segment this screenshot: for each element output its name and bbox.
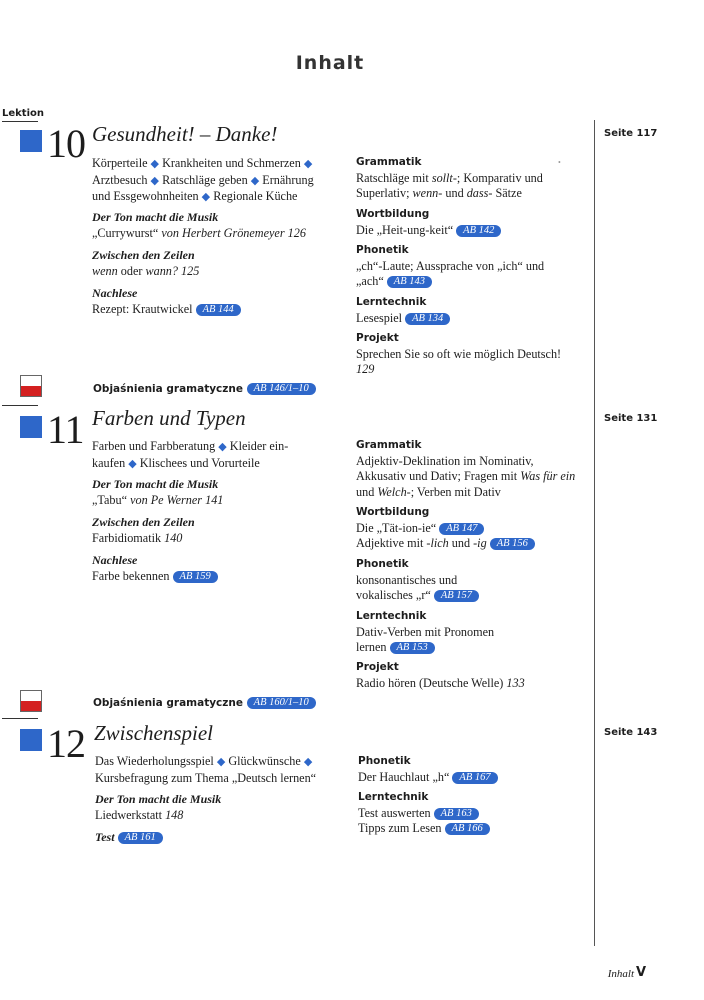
topic: Kursbefragung zum Thema „Deutsch lernen“ xyxy=(95,770,317,785)
wortbildung-section xyxy=(356,207,501,238)
topic: Farben und Farbberatung xyxy=(92,439,216,453)
ton-section xyxy=(92,477,223,508)
text: Test auswerten xyxy=(358,805,431,820)
text: ; Komparativ und xyxy=(456,170,543,185)
topics xyxy=(95,754,345,786)
section-label: Phonetik xyxy=(358,755,411,767)
text: -lich xyxy=(426,536,449,550)
wortbildung-section xyxy=(356,505,535,552)
topics: Körperteile ◆ Krankheiten und Schmerzen ◆ Arztbesuch ◆ Ratschläge geben ◆ Ernährung und Essgewohnheiten ◆ Regionale Küche xyxy=(92,156,314,203)
workbook-badge: AB 144 xyxy=(196,304,241,316)
text: Liedwerkstatt xyxy=(95,807,163,822)
text: Dativ-Verben mit Pronomen xyxy=(356,624,495,639)
text: Tipps zum Lesen xyxy=(358,821,442,835)
section-label: Der Ton macht die Musik xyxy=(92,477,219,491)
column-divider xyxy=(594,120,595,946)
nachlese-section xyxy=(92,286,241,317)
unit-title: Farben und Typen xyxy=(92,406,246,430)
topic: Ratschläge geben xyxy=(162,172,248,187)
page-number: 126 xyxy=(287,225,306,240)
workbook-badge: AB 143 xyxy=(387,276,432,288)
text: sollt- xyxy=(431,170,457,185)
unit-number: 10 xyxy=(47,121,85,166)
text: wenn- xyxy=(412,186,443,200)
zeilen-section xyxy=(92,515,195,546)
text: vokalisches „r“ xyxy=(356,588,431,602)
topic: Glückwünsche xyxy=(228,754,301,768)
footer-page-number: V xyxy=(636,965,647,980)
workbook-badge: AB 153 xyxy=(390,642,435,654)
section-label: Wortbildung xyxy=(356,506,430,518)
topic: kaufen xyxy=(92,455,126,470)
stray-mark: • xyxy=(558,158,561,167)
grammar-notes xyxy=(93,383,316,395)
text: Die „Heit-ung-keit“ xyxy=(356,222,454,237)
text: Superlativ; xyxy=(356,186,413,200)
page-number: 148 xyxy=(165,807,184,822)
text: Ratschläge mit xyxy=(356,170,432,185)
zeilen-text: oder xyxy=(120,263,143,278)
polish-flag-icon xyxy=(20,375,42,397)
diamond-bullet-icon: ◆ xyxy=(201,191,211,203)
grammar-notes-label: Objaśnienia gramatyczne xyxy=(93,383,243,395)
topic: Klischees und Vorurteile xyxy=(139,455,260,470)
text: Welch- xyxy=(377,484,411,499)
section-label: Lerntechnik xyxy=(356,296,427,308)
phonetik-section xyxy=(356,557,479,604)
diamond-bullet-icon: ◆ xyxy=(218,441,227,453)
unit-number: 12 xyxy=(47,721,85,766)
text: „ach“ xyxy=(356,274,384,288)
unit-title: Gesundheit! – Danke! xyxy=(92,122,278,146)
text: Sprechen Sie so oft wie möglich Deutsch! xyxy=(356,346,562,361)
diamond-bullet-icon: ◆ xyxy=(250,174,260,187)
text: Adjektiv-Deklination im Nominativ, xyxy=(356,453,534,468)
page-reference: Seite 131 xyxy=(604,413,658,424)
workbook-badge: AB 134 xyxy=(405,313,450,325)
text: Adjektive mit xyxy=(356,536,427,550)
nachlese-text: Rezept: Krautwickel xyxy=(92,301,193,316)
text: -ig xyxy=(473,536,487,550)
topic: Arztbesuch xyxy=(92,172,148,187)
page-number: 125 xyxy=(181,263,200,278)
page-reference: Seite 117 xyxy=(604,128,658,139)
section-label: Zwischen den Zeilen xyxy=(92,248,195,262)
text: und xyxy=(442,186,467,200)
text: dass- xyxy=(466,186,493,200)
lerntechnik-section xyxy=(358,790,490,837)
song-author: von Herbert Grönemeyer xyxy=(161,225,285,240)
topic: Kleider ein- xyxy=(229,439,289,453)
ton-section xyxy=(95,792,221,823)
workbook-badge: AB 160/1–10 xyxy=(247,697,316,709)
footer-section: Inhalt xyxy=(607,968,634,980)
diamond-bullet-icon: ◆ xyxy=(303,756,313,768)
text: Radio hören (Deutsche Welle) xyxy=(356,675,504,690)
page-number: 141 xyxy=(205,492,224,507)
section-label: Nachlese xyxy=(92,553,138,567)
lerntechnik-section xyxy=(356,295,450,326)
topic: Regionale Küche xyxy=(213,189,298,203)
workbook-badge: AB 146/1–10 xyxy=(247,383,316,395)
blue-square-icon xyxy=(20,130,42,152)
diamond-bullet-icon: ◆ xyxy=(128,457,137,470)
section-label: Lerntechnik xyxy=(356,610,427,622)
grammatik-section xyxy=(356,155,592,202)
blue-square-icon xyxy=(20,416,42,438)
text: Die „Tät-ion-ie“ xyxy=(356,520,437,535)
workbook-badge: AB 167 xyxy=(452,772,497,784)
song-author: von Pe Werner xyxy=(130,492,203,507)
diamond-bullet-icon: ◆ xyxy=(150,158,160,170)
section-label: Grammatik xyxy=(356,439,422,451)
phonetik-section xyxy=(358,754,498,785)
workbook-badge: AB 159 xyxy=(173,571,218,583)
zeilen-text: wenn xyxy=(92,263,118,278)
blue-square-icon xyxy=(20,729,42,751)
phonetik-section xyxy=(356,243,544,290)
workbook-badge: AB 163 xyxy=(434,808,479,820)
text: konsonantisches und xyxy=(356,572,458,587)
lektion-label: Lektion xyxy=(2,108,45,119)
section-label: Grammatik xyxy=(356,156,422,168)
grammar-notes-label: Objaśnienia gramatyczne xyxy=(93,697,243,709)
topics xyxy=(92,439,342,472)
section-label: Phonetik xyxy=(356,244,409,256)
section-label: Test xyxy=(95,830,115,844)
topic: Krankheiten und Schmerzen xyxy=(162,156,301,170)
projekt-section xyxy=(356,660,525,691)
diamond-bullet-icon: ◆ xyxy=(303,158,313,170)
section-label: Phonetik xyxy=(356,558,409,570)
unit-number: 11 xyxy=(47,407,84,452)
grammar-notes xyxy=(93,697,316,709)
section-label: Wortbildung xyxy=(356,208,430,220)
page-number: 133 xyxy=(506,675,525,690)
ton-section xyxy=(92,210,306,241)
section-label: Lerntechnik xyxy=(358,791,429,803)
text: und xyxy=(448,536,474,550)
workbook-badge: AB 157 xyxy=(434,590,479,602)
text: Was für ein xyxy=(520,469,576,483)
diamond-bullet-icon: ◆ xyxy=(216,756,226,768)
text: und xyxy=(356,484,378,499)
text: Akkusativ und Dativ; Fragen mit xyxy=(356,469,521,483)
topic: Das Wiederholungsspiel xyxy=(95,754,214,768)
text: lernen xyxy=(356,640,387,654)
zeilen-text: wann? xyxy=(145,263,178,278)
lerntechnik-section xyxy=(356,609,494,656)
page-number: 140 xyxy=(164,530,183,545)
page-title: Inhalt xyxy=(295,52,365,74)
section-label: Der Ton macht die Musik xyxy=(92,210,219,224)
workbook-badge: AB 161 xyxy=(118,832,163,844)
workbook-badge: AB 147 xyxy=(439,523,484,535)
divider xyxy=(2,121,38,122)
diamond-bullet-icon: ◆ xyxy=(150,174,160,187)
text: „ch“-Laute; Aussprache von „ich“ und xyxy=(356,258,545,273)
section-label: Projekt xyxy=(356,332,399,344)
divider xyxy=(2,718,38,719)
text: ; Verben mit Dativ xyxy=(410,484,501,499)
text: Sätze xyxy=(492,186,522,200)
topic: Körperteile xyxy=(92,156,148,170)
text: Der Hauchlaut „h“ xyxy=(358,769,450,784)
workbook-badge: AB 166 xyxy=(445,823,490,835)
test-section xyxy=(95,830,163,846)
page-number: 129 xyxy=(356,362,375,376)
section-label: Nachlese xyxy=(92,286,138,300)
grammatik-section xyxy=(356,438,592,500)
page-reference: Seite 143 xyxy=(604,727,658,738)
text: Farbidiomatik xyxy=(92,530,162,545)
unit-title: Zwischenspiel xyxy=(94,721,213,745)
section-label: Zwischen den Zeilen xyxy=(92,515,195,529)
polish-flag-icon xyxy=(20,690,42,712)
section-label: Der Ton macht die Musik xyxy=(95,792,222,806)
section-label: Projekt xyxy=(356,661,399,673)
divider xyxy=(2,405,38,406)
text: Farbe bekennen xyxy=(92,568,170,583)
text: Lesespiel xyxy=(356,310,403,325)
song-title: „Tabu“ xyxy=(92,492,128,507)
nachlese-section xyxy=(92,553,218,584)
zeilen-section xyxy=(92,248,199,279)
song-title: „Currywurst“ xyxy=(92,225,159,240)
projekt-section xyxy=(356,331,561,378)
workbook-badge: AB 142 xyxy=(456,225,501,237)
workbook-badge: AB 156 xyxy=(490,538,535,550)
